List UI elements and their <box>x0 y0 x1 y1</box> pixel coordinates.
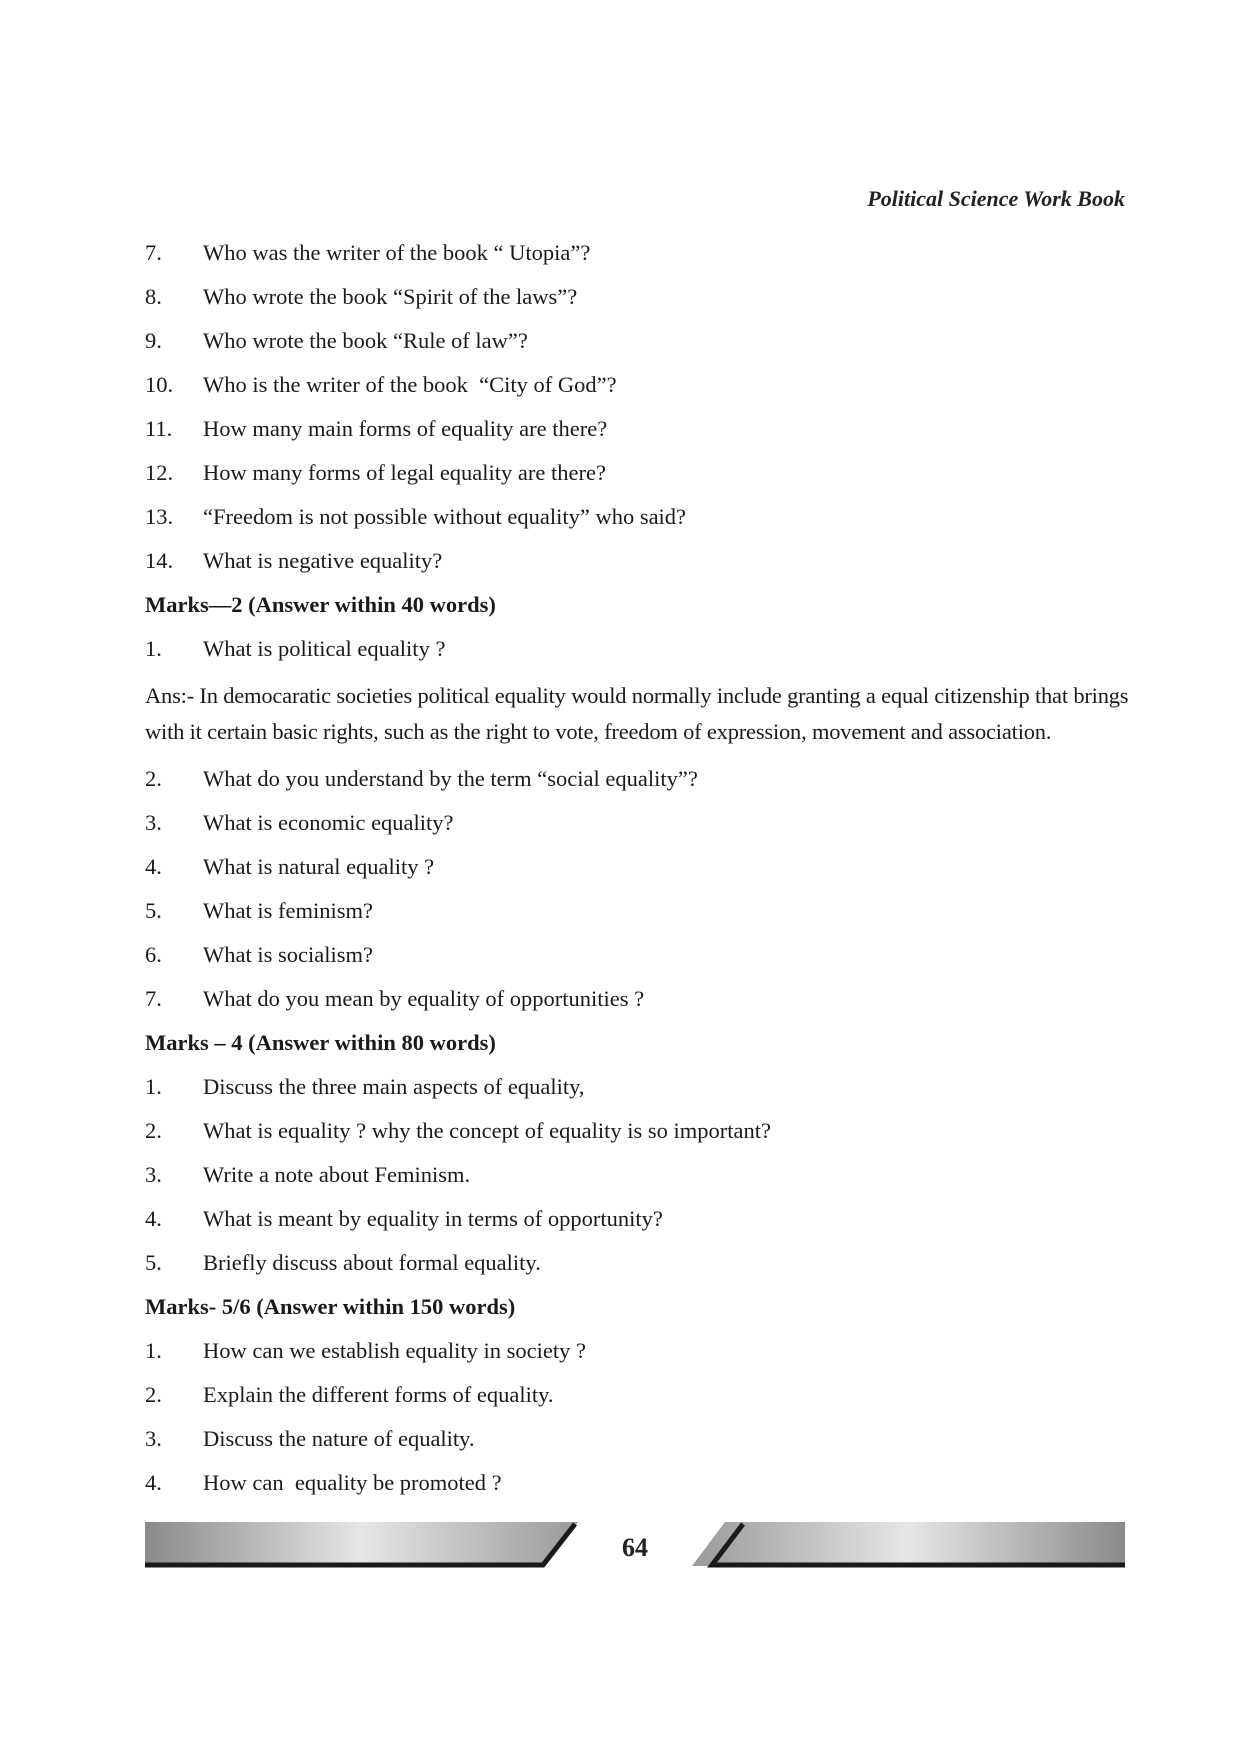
question-number: 7. <box>145 986 162 1011</box>
question-text: What do you mean by equality of opportunities ? <box>203 986 645 1011</box>
question-item <box>145 546 1135 576</box>
question-text: Discuss the nature of equality. <box>203 1426 475 1451</box>
question-text: What is economic equality? <box>203 810 454 835</box>
question-item <box>145 370 1135 400</box>
question-item <box>145 282 1135 312</box>
question-item <box>145 1204 1135 1234</box>
page-content <box>145 238 1135 1512</box>
question-item <box>145 458 1135 488</box>
question-text: Who wrote the book “Spirit of the laws”? <box>203 284 578 309</box>
footer-right-bar <box>692 1522 1125 1566</box>
question-number: 4. <box>145 1470 162 1495</box>
question-number: 3. <box>145 810 162 835</box>
question-number: 1. <box>145 636 162 661</box>
question-item <box>145 808 1135 838</box>
question-text: How can equality be promoted ? <box>203 1470 502 1495</box>
question-text: Explain the different forms of equality. <box>203 1382 554 1407</box>
section-heading-marks-2: Marks—2 (Answer within 40 words) <box>145 592 496 617</box>
question-item <box>145 940 1135 970</box>
question-number: 12. <box>145 460 174 485</box>
question-number: 2. <box>145 1118 162 1143</box>
question-number: 5. <box>145 898 162 923</box>
question-item <box>145 414 1135 444</box>
question-number: 10. <box>145 372 174 397</box>
question-item <box>145 1072 1135 1102</box>
question-item <box>145 1468 1135 1498</box>
question-number: 1. <box>145 1338 162 1363</box>
question-number: 9. <box>145 328 162 353</box>
question-item <box>145 984 1135 1014</box>
answer-paragraph: Ans:- In democaratic societies political equality would normally include granting a equal citizenship that brings with it certain basic rights, such as the right to vote, freedom of expression, movement and association. <box>145 683 1129 744</box>
question-list-a <box>145 238 1135 576</box>
question-text: How can we establish equality in society ? <box>203 1338 587 1363</box>
question-item <box>145 634 1135 664</box>
question-number: 3. <box>145 1426 162 1451</box>
section-heading-marks-5-6: Marks- 5/6 (Answer within 150 words) <box>145 1294 516 1319</box>
question-text: Write a note about Feminism. <box>203 1162 471 1187</box>
question-number: 2. <box>145 1382 162 1407</box>
question-text: Who wrote the book “Rule of law”? <box>203 328 528 353</box>
question-text: How many forms of legal equality are there? <box>203 460 606 485</box>
footer-left-bar <box>145 1522 578 1566</box>
question-text: What do you understand by the term “social equality”? <box>203 766 698 791</box>
question-text: What is equality ? why the concept of equality is so important? <box>203 1118 771 1143</box>
question-number: 7. <box>145 240 162 265</box>
question-item <box>145 852 1135 882</box>
question-item <box>145 1116 1135 1146</box>
question-item <box>145 896 1135 926</box>
question-text: What is feminism? <box>203 898 373 923</box>
question-item <box>145 238 1135 268</box>
question-number: 11. <box>145 416 173 441</box>
question-item <box>145 502 1135 532</box>
question-text: What is meant by equality in terms of opportunity? <box>203 1206 663 1231</box>
question-item <box>145 1248 1135 1278</box>
question-text: Discuss the three main aspects of equality, <box>203 1074 585 1099</box>
question-text: What is negative equality? <box>203 548 443 573</box>
question-number: 2. <box>145 766 162 791</box>
question-number: 8. <box>145 284 162 309</box>
question-item <box>145 1380 1135 1410</box>
question-number: 4. <box>145 854 162 879</box>
question-text: What is socialism? <box>203 942 373 967</box>
page-number: 64 <box>622 1533 648 1562</box>
question-item <box>145 764 1135 794</box>
question-number: 1. <box>145 1074 162 1099</box>
question-text: Who is the writer of the book “City of God”? <box>203 372 617 397</box>
question-number: 13. <box>145 504 174 529</box>
question-item <box>145 1424 1135 1454</box>
question-text: What is natural equality ? <box>203 854 435 879</box>
question-text: “Freedom is not possible without equality” who said? <box>203 504 687 529</box>
question-text: Briefly discuss about formal equality. <box>203 1250 541 1275</box>
question-text: How many main forms of equality are there? <box>203 416 608 441</box>
question-number: 3. <box>145 1162 162 1187</box>
question-item <box>145 1160 1135 1190</box>
question-number: 4. <box>145 1206 162 1231</box>
question-number: 6. <box>145 942 162 967</box>
question-text: Who was the writer of the book “ Utopia”? <box>203 240 591 265</box>
question-item <box>145 1336 1135 1366</box>
question-number: 5. <box>145 1250 162 1275</box>
question-text: What is political equality ? <box>203 636 446 661</box>
question-number: 14. <box>145 548 174 573</box>
question-item <box>145 326 1135 356</box>
running-header: Political Science Work Book <box>867 186 1125 211</box>
section-heading-marks-4: Marks – 4 (Answer within 80 words) <box>145 1030 496 1055</box>
